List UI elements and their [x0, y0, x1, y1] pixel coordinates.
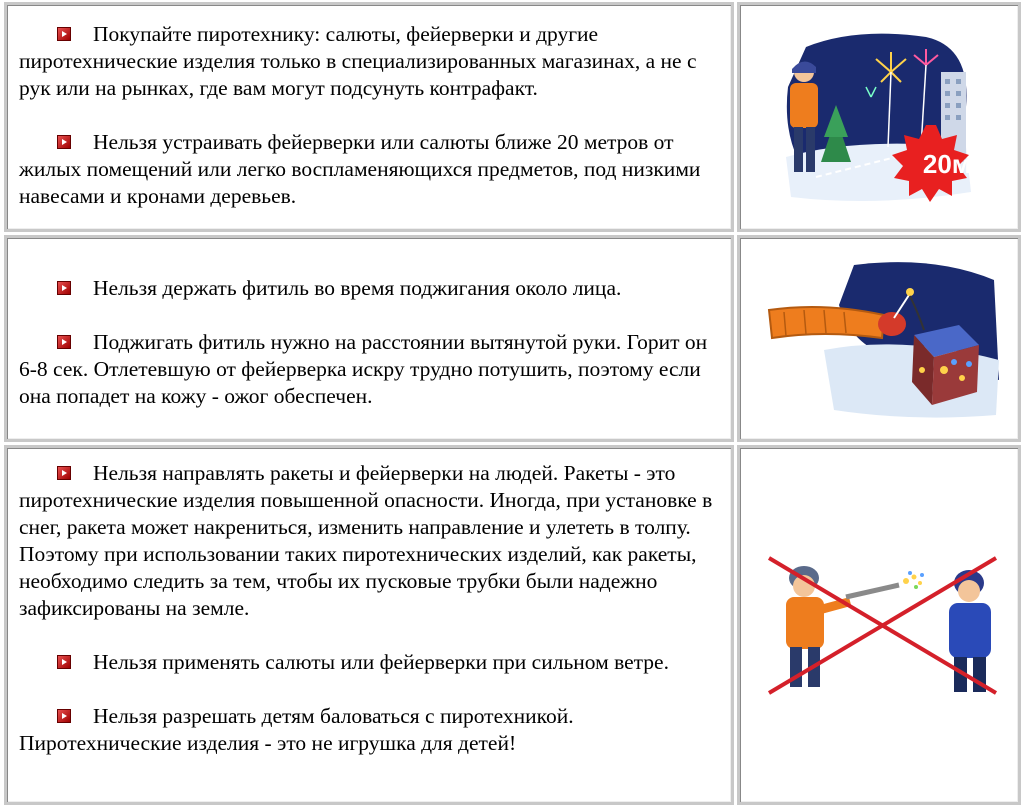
- row-1-image-cell: [737, 2, 1021, 232]
- bullet-icon: [57, 335, 71, 349]
- rule-paragraph: Поджигать фитиль нужно на расстоянии вытянутой руки. Горит он 6-8 сек. Отлетевшую от фейерверка искру трудно потушить, поэтому если она попадет на кожу - ожог обеспечен.: [19, 330, 708, 408]
- lighting-fuse-illustration: [764, 260, 1004, 420]
- bullet-icon: [57, 281, 71, 295]
- bullet-icon: [57, 27, 71, 41]
- crossed-out-aiming-firework-illustration: [764, 553, 1004, 698]
- bullet-icon: [57, 466, 71, 480]
- row-2-text-cell: [4, 235, 734, 442]
- bullet-icon: [57, 655, 71, 669]
- rule-paragraph: Нельзя разрешать детям баловаться с пиротехникой. Пиротехнические изделия - это не игрушка для детей!: [19, 704, 574, 755]
- distance-badge-label: 20м: [922, 149, 972, 179]
- rule-paragraph: Нельзя устраивать фейерверки или салюты ближе 20 метров от жилых помещений или легко воспламеняющихся предметов, под низкими навесами и кронами деревьев.: [19, 130, 701, 208]
- rule-paragraph: Нельзя направлять ракеты и фейерверки на людей. Ракеты - это пиротехнические изделия повышенной опасности. Иногда, при установке в снег, ракета может накрениться, изменить направление и улететь в толпу. Поэтому при использовании таких пиротехнических изделий, как ракеты, необходимо следить за тем, чтобы их пусковые трубки были надежно зафиксированы на земле.: [19, 461, 713, 620]
- row-2-image-cell: [737, 235, 1021, 442]
- bullet-icon: [57, 709, 71, 723]
- bullet-icon: [57, 135, 71, 149]
- rule-paragraph: Нельзя применять салюты или фейерверки при сильном ветре.: [19, 649, 723, 676]
- fireworks-distance-illustration: [776, 27, 986, 212]
- row-3-text-cell: [4, 445, 734, 805]
- rule-paragraph: Покупайте пиротехнику: салюты, фейерверки и другие пиротехнические изделия только в специализированных магазинах, а не с рук или на рынках, где вам могут подсунуть контрафакт.: [19, 22, 697, 100]
- row-3-image-cell: [737, 445, 1021, 805]
- row-1-text-cell: [4, 2, 734, 232]
- rule-paragraph: Нельзя держать фитиль во время поджигания около лица.: [19, 275, 723, 302]
